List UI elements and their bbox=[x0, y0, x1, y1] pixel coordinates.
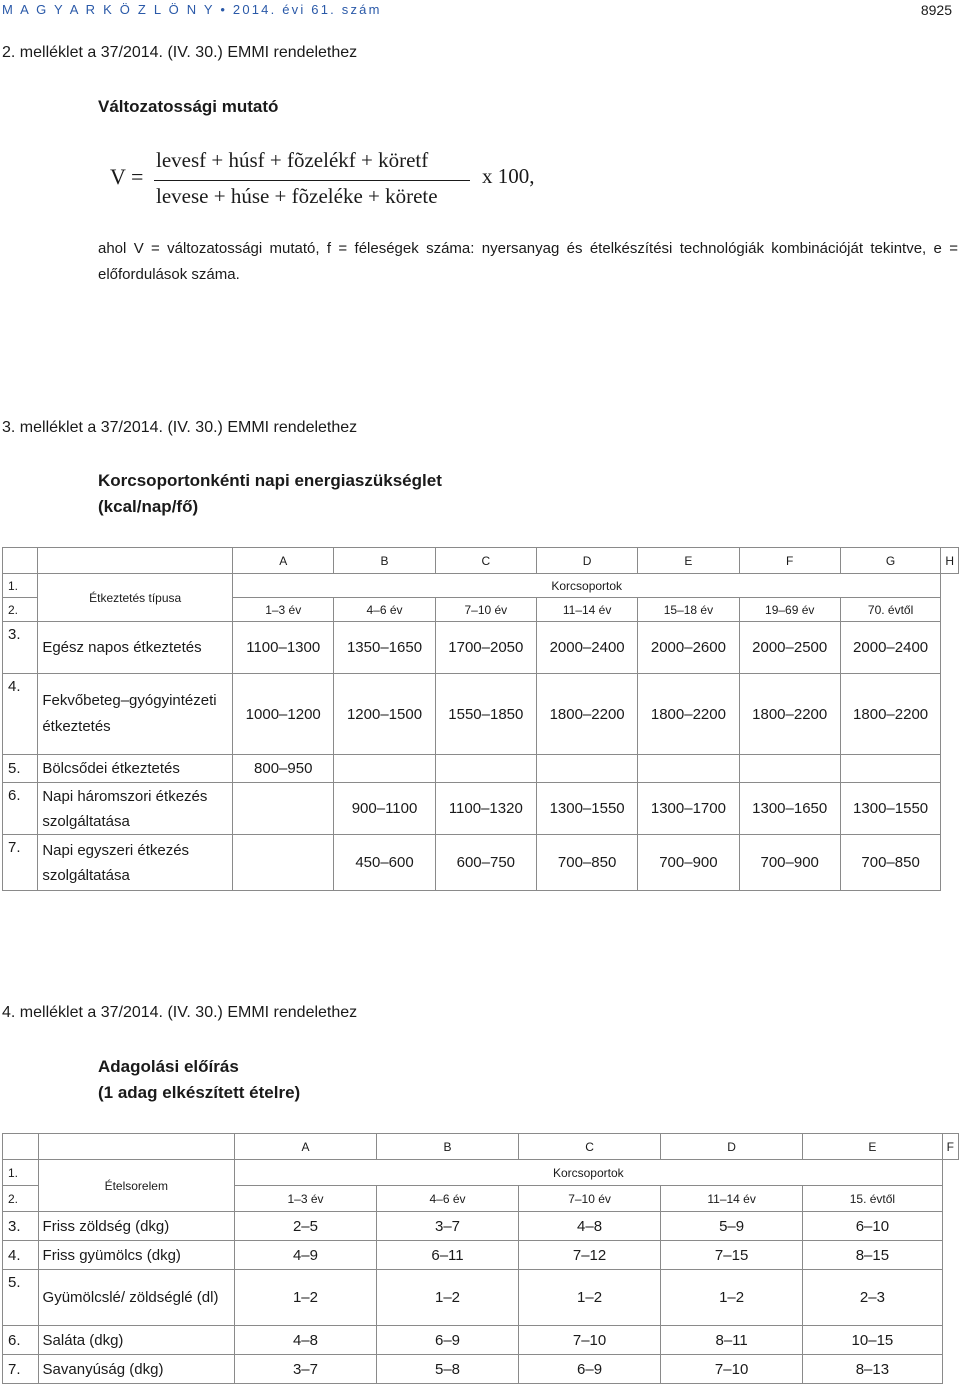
col-letter: D bbox=[661, 1134, 803, 1160]
table-row bbox=[3, 1355, 959, 1384]
row-number: 7. bbox=[3, 1355, 39, 1384]
value-cell: 6–9 bbox=[519, 1355, 661, 1384]
value-cell: 7–10 bbox=[661, 1355, 803, 1384]
value-cell: 4–9 bbox=[234, 1241, 376, 1270]
annex-3-title-line2: (kcal/nap/fő) bbox=[98, 497, 199, 516]
value-cell: 700–900 bbox=[739, 835, 840, 891]
table-row bbox=[3, 1326, 959, 1355]
col-letter: F bbox=[942, 1134, 958, 1160]
age-group: 11–14 év bbox=[661, 1186, 803, 1212]
meal-type-header: Étkeztetés típusa bbox=[38, 574, 233, 622]
table-row bbox=[3, 1241, 959, 1270]
row-label: Napi háromszori étkezés szolgáltatása bbox=[38, 783, 233, 835]
value-cell: 6–11 bbox=[377, 1241, 519, 1270]
value-cell: 6–9 bbox=[377, 1326, 519, 1355]
value-cell: 2–3 bbox=[803, 1270, 942, 1326]
col-letter: F bbox=[739, 548, 840, 574]
row-label: Napi egyszeri étkezés szolgáltatása bbox=[38, 835, 233, 891]
value-cell: 1300–1650 bbox=[739, 783, 840, 835]
table-row bbox=[3, 783, 959, 835]
value-cell: 1800–2200 bbox=[840, 674, 940, 755]
col-letter: C bbox=[435, 548, 536, 574]
fraction-bar bbox=[154, 180, 470, 181]
table-row bbox=[3, 1160, 959, 1186]
value-cell: 1–2 bbox=[661, 1270, 803, 1326]
value-cell: 1300–1550 bbox=[536, 783, 637, 835]
value-cell: 1550–1850 bbox=[435, 674, 536, 755]
row-number: 5. bbox=[3, 755, 38, 783]
value-cell: 8–11 bbox=[661, 1326, 803, 1355]
row-number: 5. bbox=[3, 1270, 39, 1326]
value-cell: 2000–2400 bbox=[840, 622, 940, 674]
value-cell: 1–2 bbox=[519, 1270, 661, 1326]
value-cell: 1–2 bbox=[234, 1270, 376, 1326]
variety-index-formula bbox=[110, 148, 560, 213]
age-group: 1–3 év bbox=[233, 598, 334, 622]
annex-2-title: Változatossági mutató bbox=[98, 97, 279, 116]
value-cell: 7–10 bbox=[519, 1326, 661, 1355]
row-label: Savanyúság (dkg) bbox=[38, 1355, 234, 1384]
value-cell: 1800–2200 bbox=[536, 674, 637, 755]
col-letter: B bbox=[377, 1134, 519, 1160]
value-cell: 600–750 bbox=[435, 835, 536, 891]
value-cell: 1300–1700 bbox=[638, 783, 739, 835]
value-cell: 700–900 bbox=[638, 835, 739, 891]
age-group: 4–6 év bbox=[377, 1186, 519, 1212]
col-letter: E bbox=[803, 1134, 942, 1160]
value-cell: 1300–1550 bbox=[840, 783, 940, 835]
annex-3-title bbox=[98, 468, 442, 520]
value-cell: 1100–1300 bbox=[233, 622, 334, 674]
value-cell: 1100–1320 bbox=[435, 783, 536, 835]
table-row bbox=[3, 835, 959, 891]
value-cell: 2000–2600 bbox=[638, 622, 739, 674]
value-cell: 7–15 bbox=[661, 1241, 803, 1270]
value-cell: 700–850 bbox=[840, 835, 940, 891]
row-label: Bölcsődei étkeztetés bbox=[38, 755, 233, 783]
value-cell: 4–8 bbox=[234, 1326, 376, 1355]
value-cell: 10–15 bbox=[803, 1326, 942, 1355]
row-number: 3. bbox=[3, 622, 38, 674]
energy-requirement-table bbox=[2, 547, 959, 891]
age-group: 4–6 év bbox=[334, 598, 435, 622]
value-cell: 1200–1500 bbox=[334, 674, 435, 755]
row-number: 4. bbox=[3, 674, 38, 755]
annex-4-title-line1: Adagolási előírás bbox=[98, 1057, 239, 1076]
value-cell: 8–15 bbox=[803, 1241, 942, 1270]
value-cell: 800–950 bbox=[233, 755, 334, 783]
menu-item-header: Ételsorelem bbox=[38, 1160, 234, 1212]
table-row bbox=[3, 1212, 959, 1241]
row-label: Saláta (dkg) bbox=[38, 1326, 234, 1355]
value-cell: 7–12 bbox=[519, 1241, 661, 1270]
age-group: 7–10 év bbox=[435, 598, 536, 622]
value-cell: 4–8 bbox=[519, 1212, 661, 1241]
row-number: 6. bbox=[3, 783, 38, 835]
col-letter: D bbox=[536, 548, 637, 574]
table-row bbox=[3, 755, 959, 783]
value-cell: 700–850 bbox=[536, 835, 637, 891]
annex-4-title bbox=[98, 1054, 300, 1106]
table-row bbox=[3, 574, 959, 598]
table-row bbox=[3, 1270, 959, 1326]
age-group: 15–18 év bbox=[638, 598, 739, 622]
value-cell: 1350–1650 bbox=[334, 622, 435, 674]
value-cell: 900–1100 bbox=[334, 783, 435, 835]
value-cell: 1000–1200 bbox=[233, 674, 334, 755]
value-cell: 2000–2500 bbox=[739, 622, 840, 674]
row-label: Egész napos étkeztetés bbox=[38, 622, 233, 674]
value-cell: 1800–2200 bbox=[638, 674, 739, 755]
value-cell: 2–5 bbox=[234, 1212, 376, 1241]
formula-factor: x 100, bbox=[482, 164, 535, 188]
age-group: 15. évtől bbox=[803, 1186, 942, 1212]
value-cell: 5–9 bbox=[661, 1212, 803, 1241]
value-cell: 3–7 bbox=[234, 1355, 376, 1384]
page-number: 8925 bbox=[920, 2, 952, 18]
annex-4-title-line2: (1 adag elkészített ételre) bbox=[98, 1083, 301, 1102]
annex-3-title-line1: Korcsoportonkénti napi energiaszükséglet bbox=[98, 471, 442, 490]
age-group: 19–69 év bbox=[739, 598, 840, 622]
row-number: 2. bbox=[3, 598, 38, 622]
row-number: 6. bbox=[3, 1326, 39, 1355]
value-cell: 1700–2050 bbox=[435, 622, 536, 674]
row-number: 1. bbox=[3, 1160, 39, 1186]
portion-table bbox=[2, 1133, 959, 1384]
row-number: 2. bbox=[3, 1186, 39, 1212]
row-label: Friss gyümölcs (dkg) bbox=[38, 1241, 234, 1270]
age-groups-header: Korcsoportok bbox=[233, 574, 941, 598]
table-row bbox=[3, 674, 959, 755]
row-number: 3. bbox=[3, 1212, 39, 1241]
value-cell: 450–600 bbox=[334, 835, 435, 891]
formula-explanation: ahol V = változatossági mutató, f = féleségek száma: nyersanyag és ételkészítési technológiák kombinációját tekintve, e = előfordulások száma. bbox=[98, 240, 958, 283]
row-number: 4. bbox=[3, 1241, 39, 1270]
formula-numerator: levesf + húsf + fõzelékf + köretf bbox=[156, 148, 429, 172]
col-letter: A bbox=[234, 1134, 376, 1160]
col-letter: G bbox=[840, 548, 940, 574]
value-cell: 1800–2200 bbox=[739, 674, 840, 755]
row-label: Gyümölcslé/ zöldséglé (dl) bbox=[38, 1270, 234, 1326]
page-header bbox=[0, 2, 960, 20]
col-letter: H bbox=[941, 548, 959, 574]
annex-3-caption: 3. melléklet a 37/2014. (IV. 30.) EMMI rendelethez bbox=[2, 419, 358, 436]
age-group: 11–14 év bbox=[536, 598, 637, 622]
age-group: 1–3 év bbox=[234, 1186, 376, 1212]
row-label: Fekvőbeteg–gyógyintézeti étkeztetés bbox=[38, 674, 233, 755]
value-cell: 3–7 bbox=[377, 1212, 519, 1241]
row-label: Friss zöldség (dkg) bbox=[38, 1212, 234, 1241]
row-number: 7. bbox=[3, 835, 38, 891]
annex-2-caption: 2. melléklet a 37/2014. (IV. 30.) EMMI rendelethez bbox=[2, 44, 358, 61]
col-letter: C bbox=[519, 1134, 661, 1160]
formula-denominator: levese + húse + fõzeléke + körete bbox=[156, 184, 438, 208]
value-cell: 2000–2400 bbox=[536, 622, 637, 674]
value-cell: 1–2 bbox=[377, 1270, 519, 1326]
value-cell: 5–8 bbox=[377, 1355, 519, 1384]
column-letter-row bbox=[3, 548, 959, 574]
age-group: 7–10 év bbox=[519, 1186, 661, 1212]
age-group: 70. évtől bbox=[840, 598, 940, 622]
journal-title: M A G Y A R K Ö Z L Ö N Y • 2014. évi 61. szám bbox=[2, 2, 382, 17]
annex-4-caption: 4. melléklet a 37/2014. (IV. 30.) EMMI rendelethez bbox=[2, 1004, 358, 1021]
row-number: 1. bbox=[3, 574, 38, 598]
col-letter: E bbox=[638, 548, 739, 574]
column-letter-row bbox=[3, 1134, 959, 1160]
formula-lhs: V = bbox=[110, 164, 144, 189]
value-cell: 8–13 bbox=[803, 1355, 942, 1384]
age-groups-header: Korcsoportok bbox=[234, 1160, 942, 1186]
col-letter: B bbox=[334, 548, 435, 574]
value-cell: 6–10 bbox=[803, 1212, 942, 1241]
table-row bbox=[3, 622, 959, 674]
col-letter: A bbox=[233, 548, 334, 574]
